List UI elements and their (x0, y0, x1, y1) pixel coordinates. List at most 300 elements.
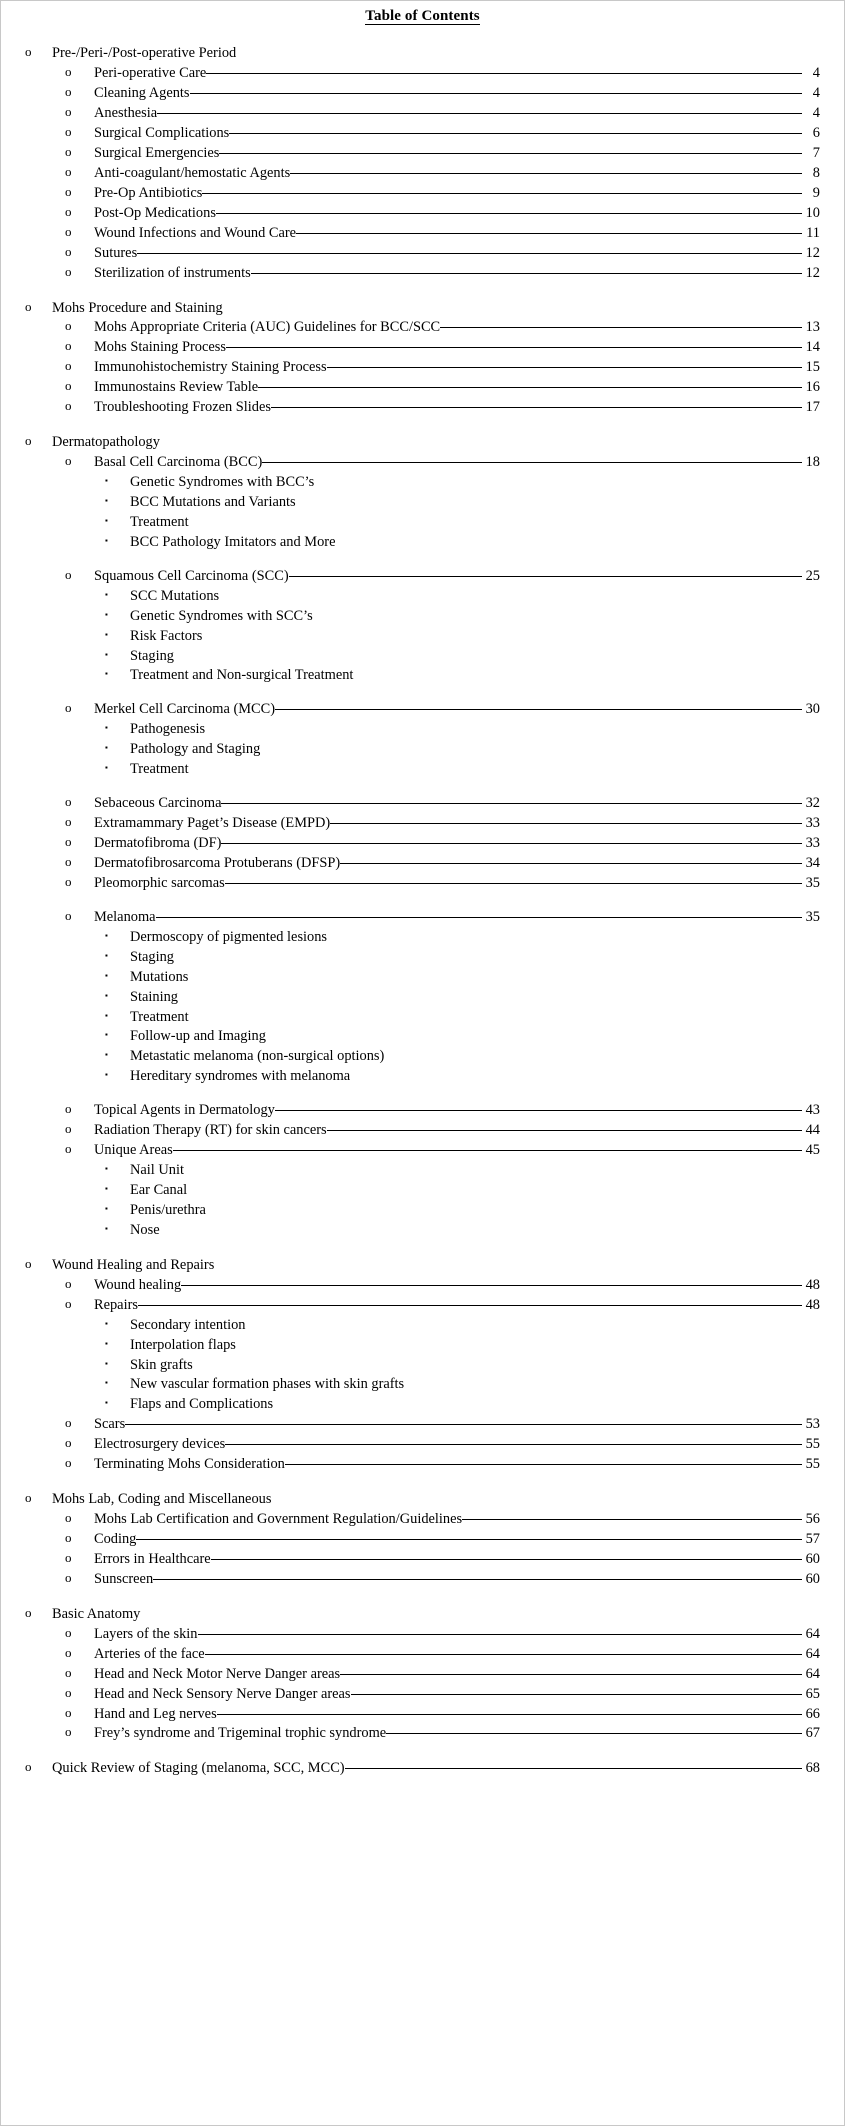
toc-page-number: 9 (812, 184, 820, 201)
square-bullet-icon: ▪ (105, 629, 108, 639)
toc-leader-line (211, 1559, 802, 1560)
toc-entry-ear-canal[interactable] (25, 1181, 820, 1201)
square-bullet-icon: ▪ (105, 1398, 108, 1408)
square-bullet-icon: ▪ (105, 1358, 108, 1368)
toc-page-number: 68 (805, 1760, 820, 1777)
toc-leader-line (138, 1305, 802, 1306)
toc-entry-topical-agents-in-dermatology[interactable] (25, 1101, 820, 1121)
circle-bullet-icon: o (65, 64, 72, 80)
circle-bullet-icon: o (65, 398, 72, 414)
toc-leader-line (351, 1694, 802, 1695)
toc-entry-dermatopathology[interactable] (25, 433, 820, 453)
toc-entry-label: Metastatic melanoma (non-surgical options) (130, 1048, 385, 1065)
toc-entry-mohs-procedure-and-staining[interactable] (25, 299, 820, 319)
toc-entry-label: Genetic Syndromes with SCC’s (130, 607, 313, 624)
circle-bullet-icon: o (65, 1275, 72, 1291)
toc-page-number: 55 (805, 1456, 820, 1473)
toc-entry-mutations[interactable] (25, 968, 820, 988)
toc-page-number: 43 (805, 1102, 820, 1119)
toc-leader-line (229, 133, 802, 134)
circle-bullet-icon: o (65, 566, 72, 582)
toc-page-number: 64 (805, 1665, 820, 1682)
toc-entry-anti-coagulant-hemostatic-agents[interactable] (25, 164, 820, 184)
square-bullet-icon: ▪ (105, 1070, 108, 1080)
toc-entry-arteries-of-the-face[interactable] (25, 1645, 820, 1665)
square-bullet-icon: ▪ (105, 515, 108, 525)
toc-subsection-block (25, 318, 820, 418)
toc-leader-line (202, 193, 802, 194)
toc-subsection-block (25, 1510, 820, 1590)
toc-entry-label: Mutations (130, 968, 189, 985)
toc-entry-pathology-and-staging[interactable] (25, 740, 820, 760)
circle-bullet-icon: o (25, 1604, 32, 1620)
toc-entry-sterilization-of-instruments[interactable] (25, 264, 820, 284)
circle-bullet-icon: o (65, 1569, 72, 1585)
toc-subsection-block (25, 453, 820, 553)
toc-entry-wound-healing-and-repairs[interactable] (25, 1256, 820, 1276)
toc-entry-pleomorphic-sarcomas[interactable] (25, 874, 820, 894)
toc-entry-dermatofibrosarcoma-protuberans-dfsp[interactable] (25, 854, 820, 874)
circle-bullet-icon: o (65, 1415, 72, 1431)
toc-entry-label: Scars (94, 1416, 126, 1433)
toc-entry-repairs[interactable] (25, 1296, 820, 1316)
toc-page-number: 14 (805, 339, 820, 356)
toc-leader-line (285, 1464, 802, 1465)
square-bullet-icon: ▪ (105, 723, 108, 733)
circle-bullet-icon: o (65, 338, 72, 354)
toc-entry-penis-urethra[interactable] (25, 1201, 820, 1221)
table-of-contents (25, 44, 820, 1779)
circle-bullet-icon: o (65, 163, 72, 179)
toc-entry-nail-unit[interactable] (25, 1161, 820, 1181)
toc-entry-immunohistochemistry-staining-process[interactable] (25, 358, 820, 378)
toc-entry-scc-mutations[interactable] (25, 587, 820, 607)
circle-bullet-icon: o (25, 433, 32, 449)
toc-entry-label: BCC Pathology Imitators and More (130, 533, 336, 550)
toc-leader-line (251, 273, 802, 274)
toc-entry-label: Basic Anatomy (52, 1605, 141, 1622)
toc-entry-label: Dermatofibrosarcoma Protuberans (DFSP) (94, 854, 341, 871)
square-bullet-icon: ▪ (105, 930, 108, 940)
toc-entry-hereditary-syndromes-with-melanoma[interactable] (25, 1067, 820, 1087)
toc-entry-label: Squamous Cell Carcinoma (SCC) (94, 567, 289, 584)
toc-page-number: 11 (806, 224, 820, 241)
toc-page-number: 34 (805, 854, 820, 871)
toc-entry-label: Pleomorphic sarcomas (94, 874, 225, 891)
toc-entry-label: Mohs Staining Process (94, 339, 226, 356)
toc-entry-treatment[interactable] (25, 760, 820, 780)
toc-entry-surgical-complications[interactable] (25, 124, 820, 144)
toc-entry-mohs-appropriate-criteria-auc-guidelines-for-bcc-scc[interactable] (25, 318, 820, 338)
square-bullet-icon: ▪ (105, 1223, 108, 1233)
toc-leader-line (205, 1654, 802, 1655)
toc-subsection-block (25, 700, 820, 780)
circle-bullet-icon: o (65, 223, 72, 239)
toc-page-number: 44 (805, 1122, 820, 1139)
toc-entry-terminating-mohs-consideration[interactable] (25, 1455, 820, 1475)
toc-entry-treatment[interactable] (25, 513, 820, 533)
circle-bullet-icon: o (25, 1759, 32, 1775)
toc-page-number: 67 (805, 1725, 820, 1742)
toc-leader-line (327, 367, 802, 368)
toc-entry-label: Wound Healing and Repairs (52, 1256, 215, 1273)
circle-bullet-icon: o (65, 1101, 72, 1117)
toc-entry-follow-up-and-imaging[interactable] (25, 1027, 820, 1047)
toc-subsection-block (25, 1276, 820, 1475)
circle-bullet-icon: o (65, 358, 72, 374)
circle-bullet-icon: o (25, 1255, 32, 1271)
toc-page-number: 4 (812, 65, 820, 82)
toc-page-number: 53 (805, 1416, 820, 1433)
toc-leader-line (137, 253, 802, 254)
toc-entry-pre-peri-post-operative-period[interactable] (25, 44, 820, 64)
toc-entry-label: Pre-/Peri-/Post-operative Period (52, 45, 237, 62)
toc-page-number: 35 (805, 908, 820, 925)
toc-section-pre-peri-post-operative-period (25, 44, 820, 283)
toc-leader-line (157, 113, 802, 114)
circle-bullet-icon: o (65, 84, 72, 100)
circle-bullet-icon: o (25, 298, 32, 314)
toc-leader-line (258, 387, 802, 388)
toc-entry-electrosurgery-devices[interactable] (25, 1435, 820, 1455)
toc-section-wound-healing-and-repairs (25, 1256, 820, 1475)
toc-page-number: 65 (805, 1685, 820, 1702)
toc-entry-label: Treatment (130, 761, 189, 778)
toc-page-number: 4 (812, 105, 820, 122)
toc-entry-dermatofibroma-df[interactable] (25, 834, 820, 854)
toc-entry-label: Melanoma (94, 908, 156, 925)
toc-leader-line (225, 1444, 802, 1445)
toc-entry-label: Wound healing (94, 1276, 182, 1293)
toc-entry-label: Genetic Syndromes with BCC’s (130, 474, 315, 490)
toc-page-number: 48 (805, 1296, 820, 1313)
toc-entry-mohs-lab-certification-and-government-regulation-gui[interactable] (25, 1510, 820, 1530)
square-bullet-icon: ▪ (105, 990, 108, 1000)
square-bullet-icon: ▪ (105, 1164, 108, 1174)
square-bullet-icon: ▪ (105, 669, 108, 679)
circle-bullet-icon: o (65, 1530, 72, 1545)
toc-leader-line (226, 347, 802, 348)
toc-leader-line (271, 407, 802, 408)
circle-bullet-icon: o (65, 378, 72, 394)
toc-entry-radiation-therapy-rt-for-skin-cancers[interactable] (25, 1121, 820, 1141)
circle-bullet-icon: o (65, 1664, 72, 1680)
toc-entry-label: Staining (130, 988, 178, 1005)
toc-leader-line (345, 1768, 802, 1769)
square-bullet-icon: ▪ (105, 1338, 108, 1348)
toc-leader-line (327, 1130, 802, 1131)
toc-entry-label: Treatment (130, 513, 189, 530)
toc-entry-flaps-and-complications[interactable] (25, 1395, 820, 1415)
circle-bullet-icon: o (65, 1704, 72, 1720)
toc-page-number: 64 (805, 1645, 820, 1662)
toc-entry-label: Electrosurgery devices (94, 1436, 226, 1453)
toc-entry-label: Secondary intention (130, 1316, 246, 1333)
toc-section-mohs-lab-coding-and-miscellaneous (25, 1490, 820, 1590)
toc-page-number: 33 (805, 835, 820, 851)
toc-entry-nose[interactable] (25, 1221, 820, 1241)
toc-entry-label: Dermoscopy of pigmented lesions (130, 928, 328, 945)
toc-entry-basal-cell-carcinoma-bcc[interactable] (25, 453, 820, 473)
toc-page-number: 55 (805, 1436, 820, 1453)
toc-page-number: 10 (805, 204, 820, 221)
toc-leader-line (330, 823, 802, 824)
toc-entry-bcc-mutations-and-variants[interactable] (25, 493, 820, 513)
circle-bullet-icon: o (65, 1624, 72, 1640)
toc-entry-label: Flaps and Complications (130, 1396, 274, 1413)
toc-entry-metastatic-melanoma-non-surgical-options[interactable] (25, 1047, 820, 1067)
toc-entry-sebaceous-carcinoma[interactable] (25, 794, 820, 814)
toc-entry-head-and-neck-motor-nerve-danger-areas[interactable] (25, 1665, 820, 1685)
toc-entry-genetic-syndromes-with-bccs[interactable] (25, 473, 820, 493)
square-bullet-icon: ▪ (105, 1010, 108, 1020)
toc-entry-secondary-intention[interactable] (25, 1316, 820, 1336)
toc-entry-label: Topical Agents in Dermatology (94, 1102, 275, 1119)
toc-entry-staging[interactable] (25, 948, 820, 968)
toc-leader-line (290, 173, 802, 174)
toc-entry-label: Merkel Cell Carcinoma (MCC) (94, 701, 276, 718)
toc-entry-risk-factors[interactable] (25, 627, 820, 647)
circle-bullet-icon: o (65, 1141, 72, 1157)
toc-entry-peri-operative-care[interactable] (25, 64, 820, 84)
toc-section-mohs-procedure-and-staining (25, 299, 820, 419)
toc-entry-label: Mohs Lab, Coding and Miscellaneous (52, 1491, 272, 1508)
toc-page-number: 12 (805, 244, 820, 261)
toc-entry-label: Penis/urethra (130, 1201, 206, 1218)
toc-subsection-block (25, 794, 820, 894)
toc-entry-skin-grafts[interactable] (25, 1356, 820, 1376)
toc-entry-mohs-lab-coding-and-miscellaneous[interactable] (25, 1490, 820, 1510)
toc-entry-label: Radiation Therapy (RT) for skin cancers (94, 1122, 327, 1139)
toc-page-number: 33 (805, 815, 820, 832)
toc-entry-genetic-syndromes-with-sccs[interactable] (25, 607, 820, 627)
toc-leader-line (136, 1539, 802, 1540)
toc-entry-label: SCC Mutations (130, 587, 220, 604)
toc-entry-unique-areas[interactable] (25, 1141, 820, 1161)
toc-entry-label: Sunscreen (94, 1570, 154, 1587)
circle-bullet-icon: o (65, 453, 72, 469)
toc-leader-line (289, 576, 802, 577)
square-bullet-icon: ▪ (105, 743, 108, 753)
toc-leader-line (125, 1424, 802, 1425)
circle-bullet-icon: o (25, 1490, 32, 1506)
circle-bullet-icon: o (65, 853, 72, 869)
toc-subsection-block (25, 567, 820, 687)
toc-entry-sunscreen[interactable] (25, 1570, 820, 1590)
toc-entry-cleaning-agents[interactable] (25, 84, 820, 104)
circle-bullet-icon: o (65, 1121, 72, 1137)
square-bullet-icon: ▪ (105, 609, 108, 619)
toc-page-number: 16 (805, 379, 820, 396)
circle-bullet-icon: o (65, 243, 72, 259)
toc-entry-label: Wound Infections and Wound Care (94, 224, 297, 241)
toc-entry-immunostains-review-table[interactable] (25, 378, 820, 398)
circle-bullet-icon: o (65, 263, 72, 279)
toc-entry-hand-and-leg-nerves[interactable] (25, 1705, 820, 1725)
toc-subsection-block (25, 64, 820, 283)
circle-bullet-icon: o (65, 1510, 72, 1526)
square-bullet-icon: ▪ (105, 649, 108, 659)
toc-entry-label: Peri-operative Care (94, 65, 207, 82)
toc-entry-label: Cleaning Agents (94, 85, 190, 102)
toc-entry-melanoma[interactable] (25, 908, 820, 928)
circle-bullet-icon: o (65, 873, 72, 889)
toc-entry-label: Repairs (94, 1296, 138, 1313)
toc-leader-line (340, 1674, 802, 1675)
toc-entry-label: Skin grafts (130, 1356, 193, 1373)
circle-bullet-icon: o (65, 1455, 72, 1471)
circle-bullet-icon: o (65, 124, 72, 139)
toc-entry-layers-of-the-skin[interactable] (25, 1625, 820, 1645)
toc-entry-quick-review-of-staging-melanoma-scc-mcc[interactable] (25, 1759, 820, 1779)
square-bullet-icon: ▪ (105, 495, 108, 505)
toc-section-quick-review-of-staging-melanoma-scc-mcc (25, 1759, 820, 1779)
circle-bullet-icon: o (65, 1724, 72, 1740)
toc-entry-wound-infections-and-wound-care[interactable] (25, 224, 820, 244)
toc-entry-label: Treatment and Non-surgical Treatment (130, 667, 354, 684)
toc-leader-line (156, 917, 802, 918)
circle-bullet-icon: o (65, 814, 72, 830)
toc-page-number: 64 (805, 1625, 820, 1642)
toc-leader-line (296, 233, 802, 234)
toc-entry-surgical-emergencies[interactable] (25, 144, 820, 164)
page-title (25, 8, 820, 25)
circle-bullet-icon: o (65, 203, 72, 219)
circle-bullet-icon: o (65, 700, 72, 716)
toc-entry-extramammary-pagets-disease-empd[interactable] (25, 814, 820, 834)
toc-entry-label: Mohs Procedure and Staining (52, 299, 223, 316)
toc-page-number: 57 (805, 1531, 820, 1547)
circle-bullet-icon: o (65, 1549, 72, 1565)
toc-entry-sutures[interactable] (25, 244, 820, 264)
square-bullet-icon: ▪ (105, 1318, 108, 1328)
square-bullet-icon: ▪ (105, 1050, 108, 1060)
toc-entry-label: Anesthesia (94, 105, 158, 122)
toc-entry-bcc-pathology-imitators-and-more[interactable] (25, 533, 820, 553)
toc-page-number: 4 (812, 85, 820, 102)
toc-entry-label: Quick Review of Staging (melanoma, SCC, MCC) (52, 1760, 345, 1777)
toc-entry-staging[interactable] (25, 647, 820, 667)
toc-entry-label: Head and Neck Motor Nerve Danger areas (94, 1665, 341, 1682)
page-title-text: Table of Contents (365, 8, 480, 24)
toc-section-dermatopathology (25, 433, 820, 1241)
toc-entry-treatment-and-non-surgical-treatment[interactable] (25, 666, 820, 686)
toc-entry-coding[interactable] (25, 1530, 820, 1550)
toc-page-number: 7 (812, 144, 820, 161)
square-bullet-icon: ▪ (105, 1030, 108, 1040)
toc-entry-label: Immunostains Review Table (94, 379, 259, 396)
circle-bullet-icon: o (65, 104, 72, 120)
toc-entry-troubleshooting-frozen-slides[interactable] (25, 398, 820, 418)
toc-leader-line (206, 73, 802, 74)
toc-entry-new-vascular-formation-phases-with-skin-grafts[interactable] (25, 1375, 820, 1395)
toc-entry-merkel-cell-carcinoma-mcc[interactable] (25, 700, 820, 720)
toc-entry-label: Staging (130, 948, 174, 965)
toc-entry-label: Head and Neck Sensory Nerve Danger areas (94, 1685, 351, 1702)
circle-bullet-icon: o (65, 794, 72, 810)
toc-page-number: 8 (812, 164, 820, 181)
toc-page-number: 45 (805, 1142, 820, 1159)
toc-entry-treatment[interactable] (25, 1008, 820, 1028)
toc-leader-line (340, 863, 802, 864)
toc-entry-label: Pre-Op Antibiotics (94, 184, 203, 201)
toc-entry-label: Pathology and Staging (130, 741, 261, 758)
toc-page-number: 13 (805, 319, 820, 336)
toc-entry-label: Follow-up and Imaging (130, 1028, 266, 1045)
toc-entry-label: Anti-coagulant/hemostatic Agents (94, 164, 291, 181)
circle-bullet-icon: o (65, 1295, 72, 1311)
toc-entry-label: Terminating Mohs Consideration (94, 1456, 285, 1473)
toc-entry-mohs-staining-process[interactable] (25, 338, 820, 358)
toc-entry-label: Nose (130, 1221, 160, 1238)
toc-leader-line (153, 1579, 802, 1580)
toc-entry-label: Troubleshooting Frozen Slides (94, 399, 271, 416)
toc-entry-freys-syndrome-and-trigeminal-trophic-syndrome[interactable] (25, 1724, 820, 1744)
toc-entry-scars[interactable] (25, 1415, 820, 1435)
toc-subsection-block (25, 1101, 820, 1241)
toc-entry-pathogenesis[interactable] (25, 720, 820, 740)
toc-entry-dermoscopy-of-pigmented-lesions[interactable] (25, 928, 820, 948)
toc-entry-anesthesia[interactable] (25, 104, 820, 124)
toc-entry-pre-op-antibiotics[interactable] (25, 184, 820, 204)
toc-entry-label: Surgical Emergencies (94, 144, 220, 161)
toc-subsection-block (25, 908, 820, 1087)
square-bullet-icon: ▪ (105, 970, 108, 980)
toc-page-number: 66 (805, 1705, 820, 1722)
toc-page-number: 32 (805, 795, 820, 812)
toc-entry-post-op-medications[interactable] (25, 204, 820, 224)
toc-entry-label: Risk Factors (130, 627, 203, 644)
toc-entry-label: Staging (130, 647, 174, 664)
toc-page-number: 48 (805, 1276, 820, 1293)
toc-entry-label: Pathogenesis (130, 721, 206, 738)
toc-entry-label: Sebaceous Carcinoma (94, 795, 222, 812)
toc-entry-label: Interpolation flaps (130, 1336, 236, 1353)
toc-leader-line (190, 93, 802, 94)
toc-page-number: 12 (805, 264, 820, 281)
toc-leader-line (217, 1714, 802, 1715)
toc-leader-line (386, 1733, 802, 1734)
square-bullet-icon: ▪ (105, 1203, 108, 1213)
toc-entry-label: Sutures (94, 244, 138, 261)
toc-entry-label: Coding (94, 1531, 137, 1547)
toc-leader-line (198, 1634, 802, 1635)
toc-page-number: 56 (805, 1511, 820, 1528)
circle-bullet-icon: o (65, 834, 72, 849)
toc-entry-interpolation-flaps[interactable] (25, 1336, 820, 1356)
toc-entry-label: Mohs Appropriate Criteria (AUC) Guidelines for BCC/SCC (94, 319, 441, 336)
toc-entry-label: Frey’s syndrome and Trigeminal trophic syndrome (94, 1725, 387, 1742)
toc-page-number: 60 (805, 1550, 820, 1567)
toc-entry-label: Ear Canal (130, 1182, 188, 1198)
toc-entry-label: Arteries of the face (94, 1645, 205, 1662)
square-bullet-icon: ▪ (105, 950, 108, 960)
toc-entry-errors-in-healthcare[interactable] (25, 1550, 820, 1570)
toc-entry-label: BCC Mutations and Variants (130, 493, 296, 510)
toc-page-number: 6 (812, 125, 820, 141)
toc-entry-basic-anatomy[interactable] (25, 1605, 820, 1625)
toc-page-number: 35 (805, 874, 820, 891)
circle-bullet-icon: o (25, 44, 32, 60)
toc-entry-staining[interactable] (25, 988, 820, 1008)
toc-entry-head-and-neck-sensory-nerve-danger-areas[interactable] (25, 1685, 820, 1705)
toc-leader-line (262, 462, 802, 463)
toc-entry-squamous-cell-carcinoma-scc[interactable] (25, 567, 820, 587)
toc-entry-wound-healing[interactable] (25, 1276, 820, 1296)
toc-entry-label: New vascular formation phases with skin grafts (130, 1376, 405, 1393)
toc-entry-label: Dermatopathology (52, 434, 160, 451)
toc-entry-label: Unique Areas (94, 1142, 173, 1159)
